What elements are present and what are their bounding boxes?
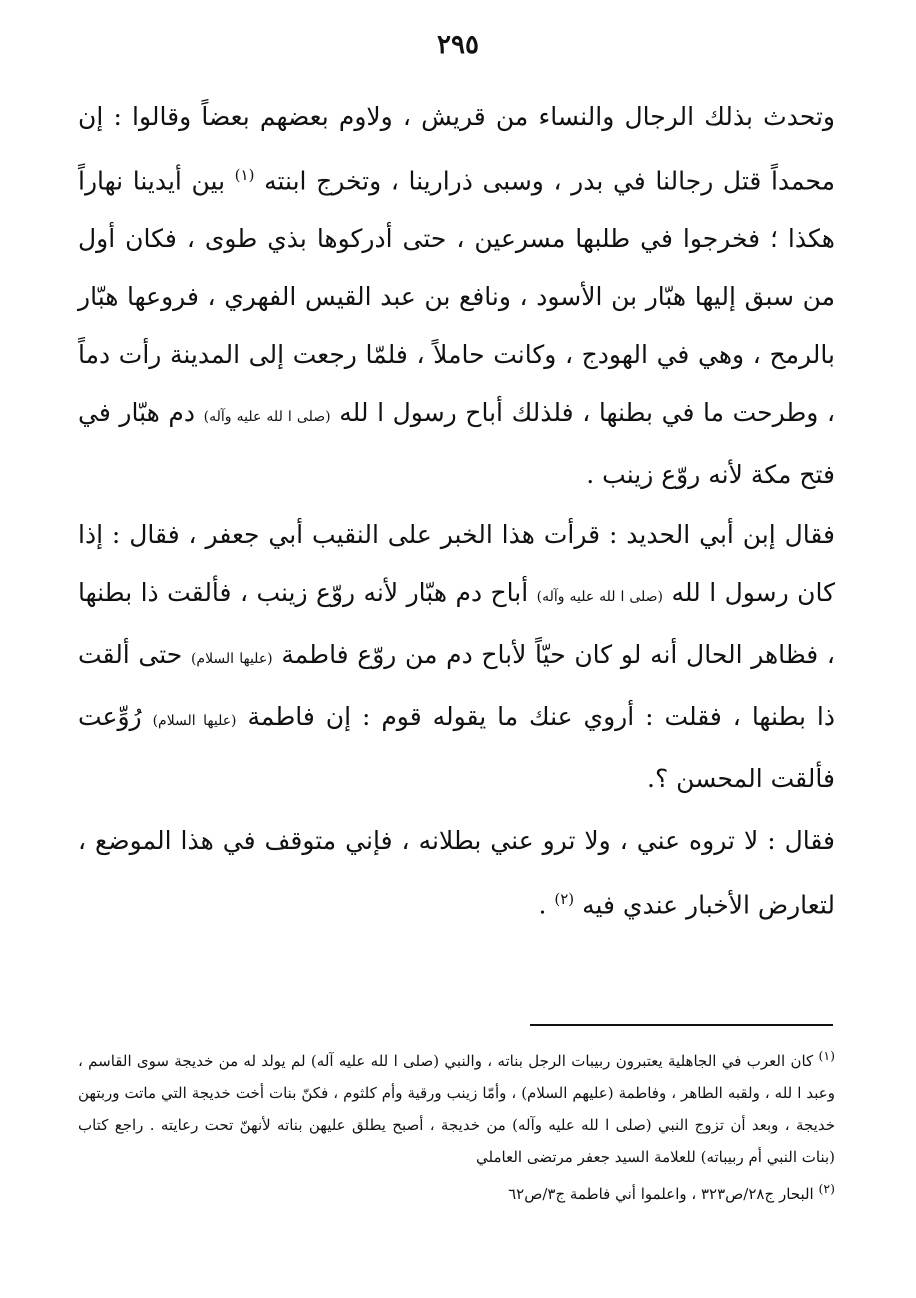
paragraph-1-text-b: بين أيدينا نهاراً هكذا ؛ فخرجوا في طلبها مسرعين ، حتى أدركوها بذي طوى ، فكان أول من سبق إليها هبّار بن الأسود ، ونافع بن عبد القيس الفهري ، فروعها هبّار بالرمح ، وهي في الهودج ، وكانت حاملاً ، فلمّا رجعت إلى المدينة رأت دماً ، وطرحت ما في بطنها ، فلذلك أباح رسول ا لله <box>78 166 836 428</box>
paragraph-1-text: وتحدث بذلك الرجال والنساء من قريش ، ولاوم بعضهم بعضاً وقالوا : إن محمداً قتل رجالنا في بدر ، وسبى ذرارينا ، وتخرج ابنته <box>78 102 835 196</box>
footnotes <box>78 1040 835 1210</box>
salawat-phrase: (صلى ا لله عليه وآله) <box>536 589 663 605</box>
paragraph-2-text: فقال إبن أبي الحديد : قرأت هذا الخبر على النقيب أبي جعفر ، فقال : إذا كان رسول ا لله <box>78 520 836 607</box>
paragraph-2-text-d: رُوِّعت فألقت المحسن ؟. <box>78 702 835 793</box>
page-number: ٢٩٥ <box>437 30 479 60</box>
paragraph-2-text-c: حتى ألقت ذا بطنها ، فقلت : أروي عنك ما يقوله قوم : إن فاطمة <box>78 640 835 731</box>
footnote-2-text: البحار ج٢٨/ص٣٢٣ ، واعلموا أني فاطمة ج٣/ص٦٢ <box>508 1185 814 1203</box>
footnote-1-text: كان العرب في الجاهلية يعتبرون ربيبات الرجل بناته ، والنبي (صلى ا لله عليه آله) لم يولد له من خديجة سوى القاسم ، وعبد ا لله ، ولقبه الطاهر ، وفاطمة (عليهم السلام) ، وأمّا زينب ورقية وأم كلثوم ، فكنّ بنات أخت خديجة التي ماتت وربتهن خديجة ، وبعد أن تزوج النبي (صلى ا لله عليه وآله) من خديجة ، أصبح يطلق عليهن بناته لأنهنّ تحت رعايته . راجع كتاب (بنات النبي أم ربيباته) للعلامة السيد جعفر مرتضى العاملي <box>78 1052 835 1166</box>
paragraph-2-text-b: أباح دم هبّار لأنه روّع زينب ، فألقت ذا بطنها ، فظاهر الحال أنه لو كان حيّاً لأباح دم من روّع فاطمة <box>78 578 835 669</box>
paragraph-2 <box>78 506 835 808</box>
footnote-1 <box>78 1040 835 1173</box>
paragraph-3-text: فقال : لا تروه عني ، ولا ترو عني بطلانه ، فإني متوقف في هذا الموضع ، لتعارض الأخبار عندي فيه <box>78 826 835 920</box>
salawat-phrase: (صلى ا لله عليه وآله) <box>203 409 331 426</box>
footnote-2 <box>78 1173 835 1210</box>
salam-phrase: (عليها السلام) <box>152 713 237 729</box>
salam-phrase: (عليها السلام) <box>190 651 273 667</box>
paragraph-3-end: . <box>538 890 547 920</box>
footnote-marker-2[interactable]: (٢) <box>554 890 575 908</box>
paragraph-3 <box>78 812 835 934</box>
paragraph-1-text-c: دم هبّار في فتح مكة لأنه روّع زينب . <box>78 398 835 490</box>
footnote-divider <box>530 1024 833 1026</box>
footnote-1-marker: (١) <box>818 1048 835 1063</box>
footnote-2-marker: (٢) <box>818 1181 835 1196</box>
footnote-marker-1[interactable]: (١) <box>234 166 255 184</box>
paragraph-1 <box>78 88 835 504</box>
